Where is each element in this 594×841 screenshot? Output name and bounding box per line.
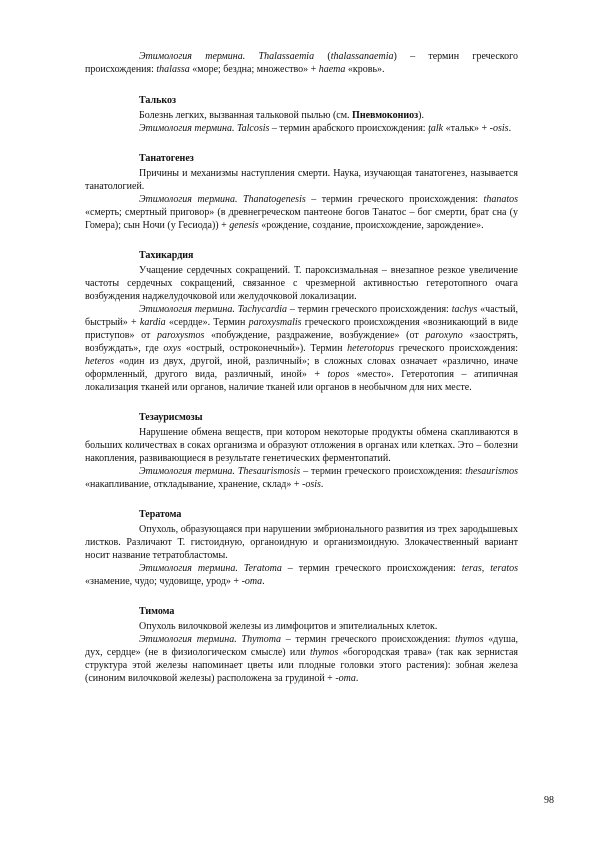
definition-paragraph: Нарушение обмена веществ, при котором некоторые продукты обмена скапливаются в больших количествах в соках организма и образуют отложения в органах или клетках. Это – болезни накопления, развивающиеся в результате генетических ферментопатий. [85,427,518,464]
etymology-paragraph: Этимология термина. Teratoma – термин греческого происхождения: teras, teratos «знамение, чудо; чудовище, урод» + -oma. [85,563,519,587]
cross-reference: Пневмокониоз [352,110,419,121]
definition-paragraph: Болезнь легких, вызванная тальковой пылью (см. Пневмокониоз). [139,110,424,121]
entry-thesaurismosis [85,411,518,491]
page-number: 98 [544,795,554,806]
entry-talcosis [85,94,518,135]
definition-paragraph: Причины и механизмы наступления смерти. Наука, изучающая танатогенез, называется танатологией. [85,168,518,192]
definition-paragraph: Учащение сердечных сокращений. Т. пароксизмальная – внезапное резкое увеличение частоты сердечных сокращений, связанное с чрезмерной активностью гетеротопного очага возбуждения наджелудочковой или желудочковой локализации. [85,265,518,302]
etymology-paragraph: Этимология термина. Tachycardia – термин греческого происхождения: tachys «частый, быстрый» + kardia «сердце». Термин paroxysmalis греческого происхождения «возникающий в виде приступов» от paroxysmos «побуждение, раздражение, возбуждение» (от paroxyno «заострять, возбуждать», где oxys «острый, остроконечный»). Термин heterotopus греческого происхождения: heteros «один из двух, другой, иной, различный»; в сложных словах означает «различно, иначе оформленный, другого вида, различный, иной» + topos «место». Гетеротопия – атипичная локализация тканей или органов, наличие тканей или органов в необычном для них месте. [85,304,519,393]
definition-paragraph: Опухоль, образующаяся при нарушении эмбрионального развития из трех зародышевых листков. Различают Т. гистоидную, органоидную и организмоидную. Злокачественный вариант носит название тетратобластомы. [85,524,518,561]
page-body [85,50,518,702]
etymology-paragraph: Этимология термина. Thalassaemia (thalassanaemia) – термин греческого происхождения: thalassa «море; бездна; множество» + haema «кровь». [85,51,518,75]
term-heading: Танатогенез [139,153,194,164]
entry-teratoma [85,508,518,588]
term-heading: Талькоз [139,95,177,106]
entry-thymoma [85,605,518,685]
entry-thanatogenesis [85,152,518,232]
etymology-paragraph: Этимология термина. Thanatogenesis – термин греческого происхождения: thanatos «смерть; смертный приговор» (в древнегреческом пантеоне богов Танатос – бог смерти, брат сна (у Гомера); сын Ночи (у Гесиода)) + genesis «рождение, создание, происхождение, зарождение». [85,194,518,231]
definition-paragraph: Опухоль вилочковой железы из лимфоцитов и эпителиальных клеток. [139,621,438,632]
term-heading: Тимома [139,606,175,617]
entry-thalassaemia [85,50,518,76]
term-heading: Тератома [139,509,182,520]
term-heading: Тезаурисмозы [139,412,203,423]
term-heading: Тахикардия [139,250,194,261]
etymology-paragraph: Этимология термина. Thesaurismosis – термин греческого происхождения: thesaurismos «накапливание, откладывание, хранение, склад» + -osis. [85,466,518,490]
etymology-paragraph: Этимология термина. Talcosis – термин арабского происхождения: ţalk «тальк» + -osis. [139,123,512,134]
etymology-paragraph: Этимология термина. Thymoma – термин греческого происхождения: thymos «душа, дух, сердце» (не в физиологическом смысле) или thymos «богородская трава» (так как зернистая структура этой железы напоминает цветы или плодные головки этого растения): зобная железа (синоним вилочковой железы) расположена за грудиной + -oma. [85,634,519,684]
entry-tachycardia [85,249,518,394]
